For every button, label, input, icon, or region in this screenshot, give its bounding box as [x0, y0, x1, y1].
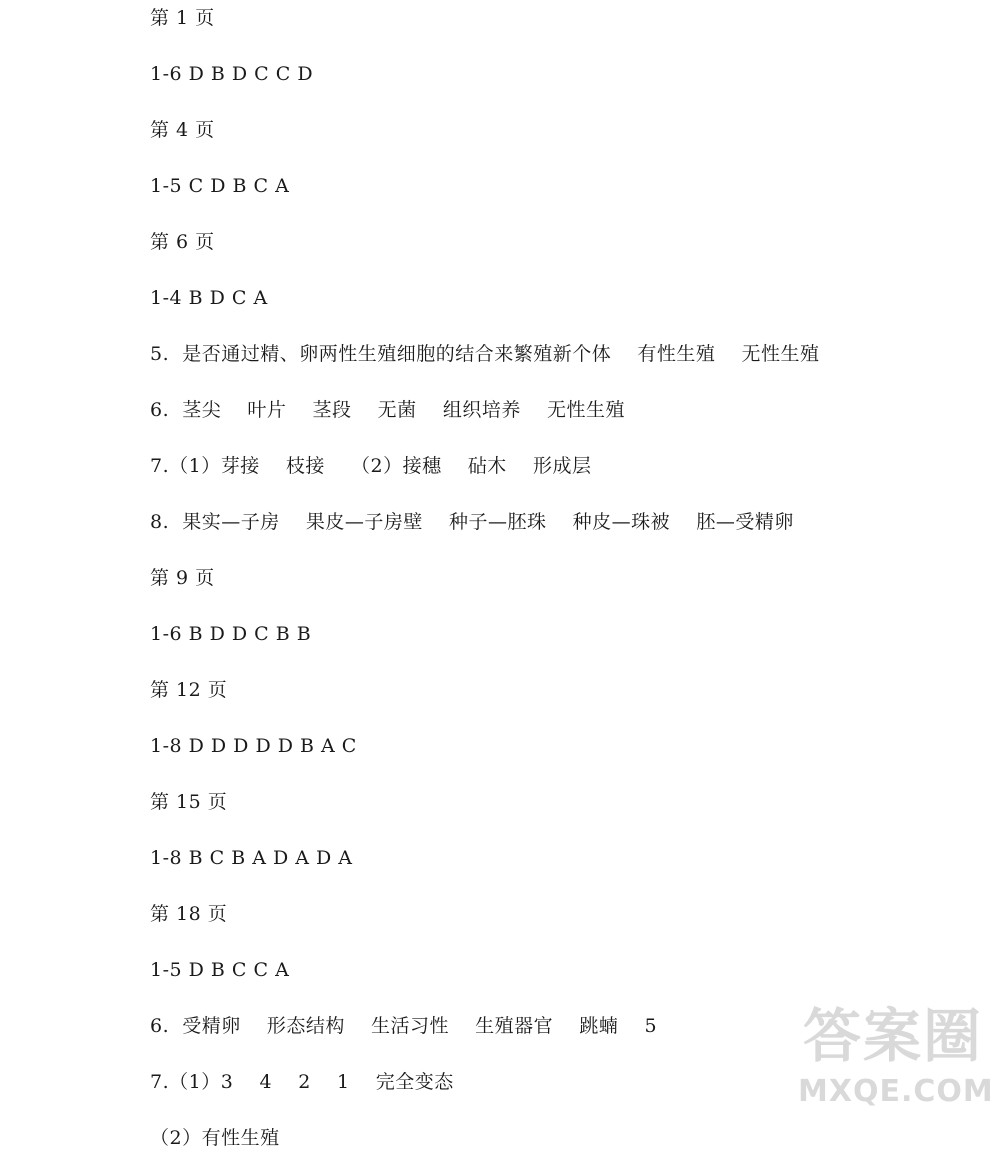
answer-line: 6. 受精卵 形态结构 生活习性 生殖器官 跳蝻 5: [150, 1015, 658, 1037]
page-heading: 第 18 页: [150, 903, 228, 925]
answer-line: 8. 果实—子房 果皮—子房壁 种子—胚珠 种皮—珠被 胚—受精卵: [150, 511, 794, 533]
answer-line: 6. 茎尖 叶片 茎段 无菌 组织培养 无性生殖: [150, 399, 625, 421]
page-heading: 第 1 页: [150, 7, 215, 29]
watermark-top-text: 答案圈: [802, 1002, 983, 1070]
answer-line: 1-5 D B C C A: [150, 959, 290, 981]
answer-line: （2）有性生殖: [150, 1127, 280, 1149]
page-heading: 第 15 页: [150, 791, 228, 813]
answer-line: 7.（1）3 4 2 1 完全变态: [150, 1071, 454, 1093]
answer-line: 1-6 B D D C B B: [150, 623, 312, 645]
watermark-bottom-text: MXQE.COM: [798, 1074, 994, 1109]
answer-line: 1-8 B C B A D A D A: [150, 847, 353, 869]
page-heading: 第 12 页: [150, 679, 228, 701]
page-heading: 第 4 页: [150, 119, 215, 141]
answer-line: 1-8 D D D D D B A C: [150, 735, 357, 757]
answer-line: 1-4 B D C A: [150, 287, 268, 309]
answer-line: 1-5 C D B C A: [150, 175, 290, 197]
answer-line: 7.（1）芽接 枝接 （2）接穗 砧木 形成层: [150, 455, 592, 477]
watermark-logo: [798, 1000, 994, 1150]
answer-line: 1-6 D B D C C D: [150, 63, 314, 85]
answer-line: 5. 是否通过精、卵两性生殖细胞的结合来繁殖新个体 有性生殖 无性生殖: [150, 343, 820, 365]
page-heading: 第 6 页: [150, 231, 215, 253]
page-heading: 第 9 页: [150, 567, 215, 589]
